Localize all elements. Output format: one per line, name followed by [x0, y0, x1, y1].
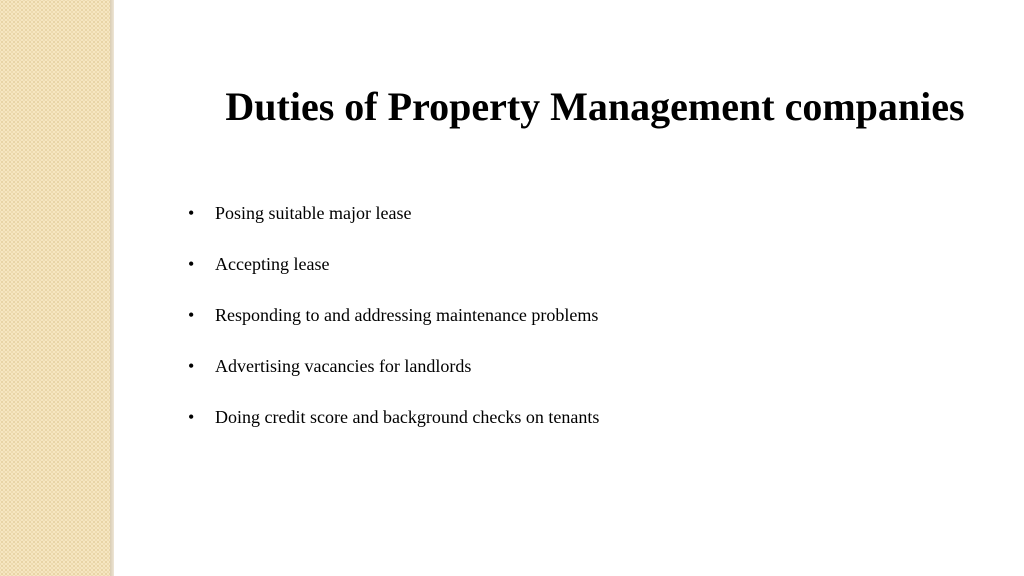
bullet-dot-icon: •	[188, 203, 195, 223]
bullet-text: Responding to and addressing maintenance problems	[215, 305, 599, 325]
slide-title: Duties of Property Management companies	[225, 84, 965, 129]
decorative-side-band	[0, 0, 110, 576]
bullet-text: Doing credit score and background checks on tenants	[215, 407, 600, 427]
bullet-item	[188, 198, 599, 249]
bullet-dot-icon: •	[188, 407, 195, 427]
bullet-item	[188, 249, 599, 300]
bullet-dot-icon: •	[188, 254, 195, 274]
side-band-edge	[110, 0, 114, 576]
bullet-list	[188, 198, 599, 453]
bullet-dot-icon: •	[188, 356, 195, 376]
bullet-item	[188, 300, 599, 351]
bullet-dot-icon: •	[188, 305, 195, 325]
bullet-text: Posing suitable major lease	[215, 203, 412, 223]
bullet-item	[188, 351, 599, 402]
bullet-text: Accepting lease	[215, 254, 330, 274]
bullet-text: Advertising vacancies for landlords	[215, 356, 472, 376]
bullet-item	[188, 402, 599, 453]
